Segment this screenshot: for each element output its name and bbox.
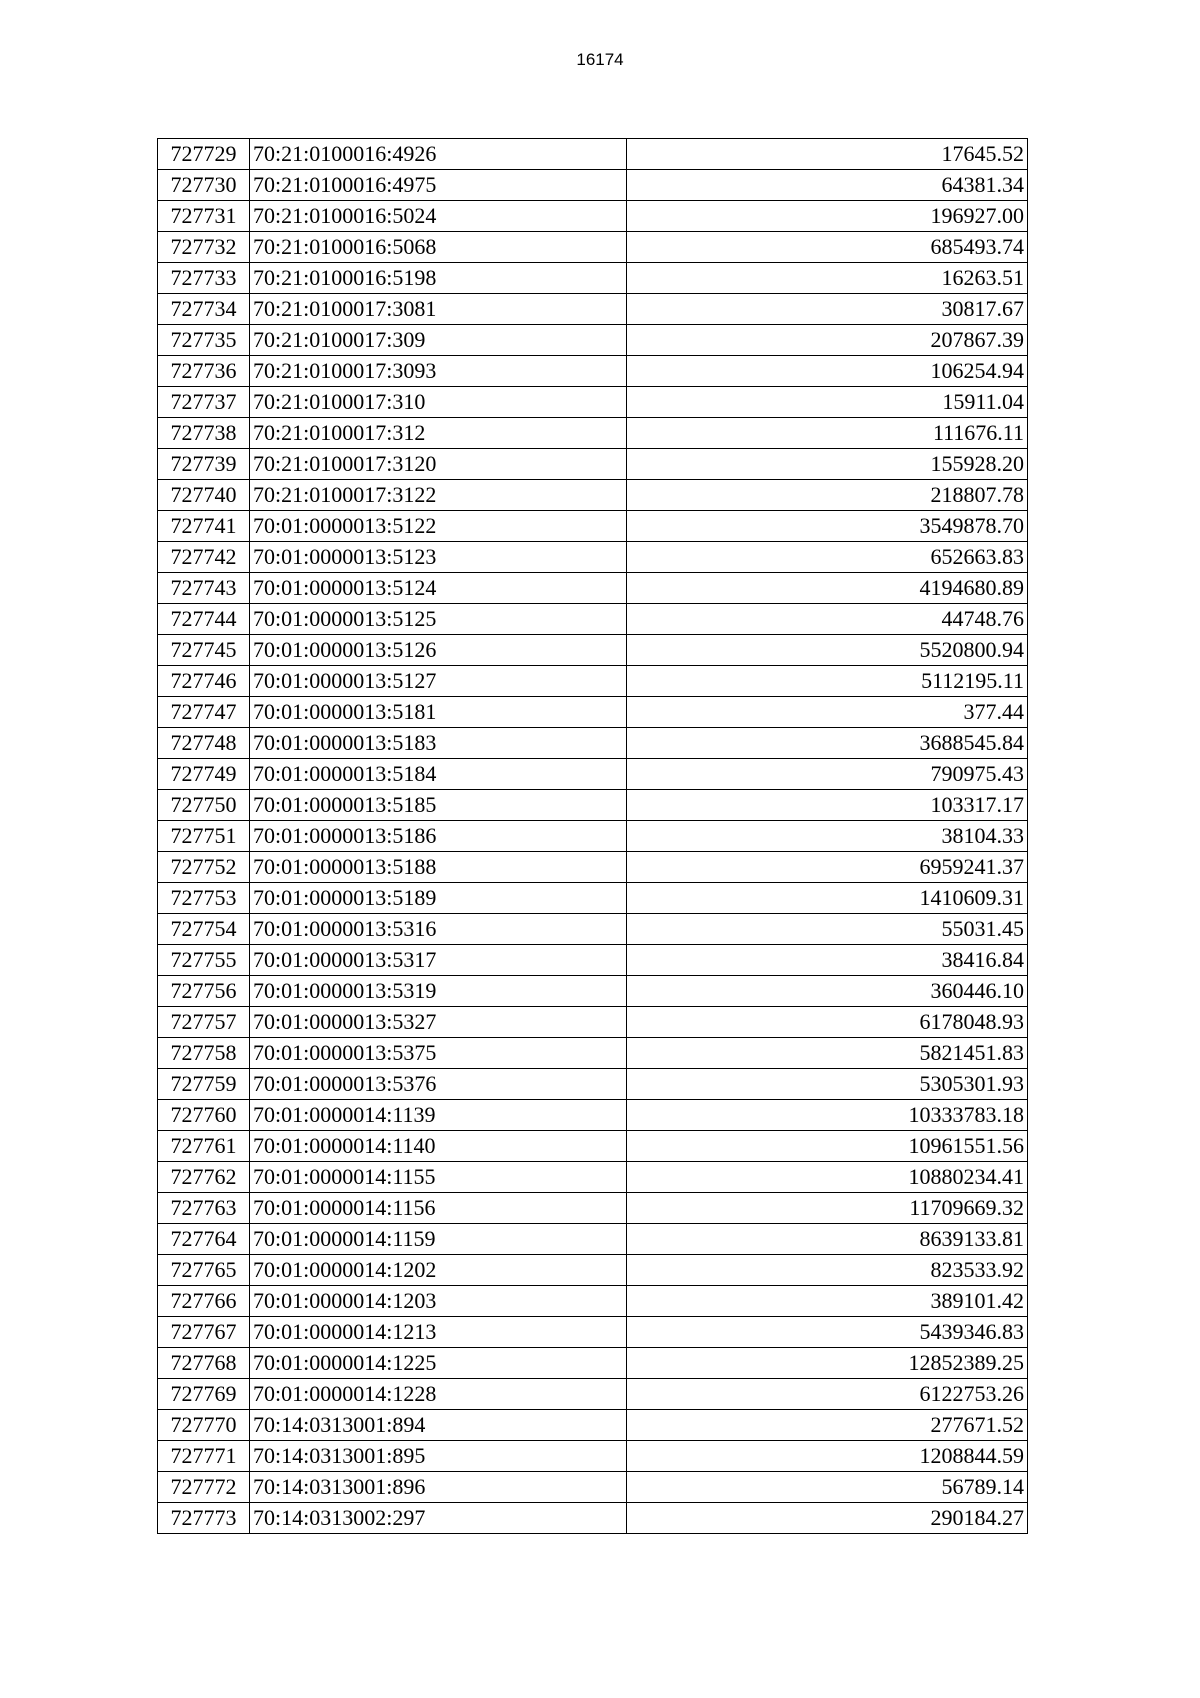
row-number-cell: 727761: [158, 1131, 250, 1162]
table-row: [158, 697, 1028, 728]
value-cell: 15911.04: [627, 387, 1028, 418]
row-number-cell: 727732: [158, 232, 250, 263]
table-row: [158, 759, 1028, 790]
table-row: [158, 1348, 1028, 1379]
cadastral-number-cell: 70:01:0000013:5185: [250, 790, 627, 821]
row-number-cell: 727763: [158, 1193, 250, 1224]
value-cell: 6959241.37: [627, 852, 1028, 883]
row-number-cell: 727743: [158, 573, 250, 604]
table-row: [158, 325, 1028, 356]
value-cell: 1208844.59: [627, 1441, 1028, 1472]
row-number-cell: 727766: [158, 1286, 250, 1317]
row-number-cell: 727751: [158, 821, 250, 852]
cadastral-number-cell: 70:21:0100017:3081: [250, 294, 627, 325]
table-row: [158, 542, 1028, 573]
value-cell: 106254.94: [627, 356, 1028, 387]
row-number-cell: 727748: [158, 728, 250, 759]
table-row: [158, 914, 1028, 945]
value-cell: 790975.43: [627, 759, 1028, 790]
row-number-cell: 727768: [158, 1348, 250, 1379]
cadastral-number-cell: 70:01:0000014:1139: [250, 1100, 627, 1131]
row-number-cell: 727741: [158, 511, 250, 542]
table-row: [158, 170, 1028, 201]
value-cell: 1410609.31: [627, 883, 1028, 914]
cadastral-number-cell: 70:01:0000013:5316: [250, 914, 627, 945]
table-row: [158, 821, 1028, 852]
cadastral-number-cell: 70:01:0000013:5126: [250, 635, 627, 666]
value-cell: 8639133.81: [627, 1224, 1028, 1255]
cadastral-number-cell: 70:14:0313001:894: [250, 1410, 627, 1441]
table-row: [158, 1317, 1028, 1348]
row-number-cell: 727773: [158, 1503, 250, 1534]
value-cell: 823533.92: [627, 1255, 1028, 1286]
row-number-cell: 727770: [158, 1410, 250, 1441]
row-number-cell: 727731: [158, 201, 250, 232]
table-row: [158, 1100, 1028, 1131]
table-row: [158, 511, 1028, 542]
value-cell: 5112195.11: [627, 666, 1028, 697]
table-row: [158, 1410, 1028, 1441]
value-cell: 17645.52: [627, 139, 1028, 170]
cadastral-number-cell: 70:21:0100016:5068: [250, 232, 627, 263]
cadastral-number-cell: 70:01:0000013:5317: [250, 945, 627, 976]
cadastral-number-cell: 70:01:0000013:5189: [250, 883, 627, 914]
row-number-cell: 727730: [158, 170, 250, 201]
table-row: [158, 790, 1028, 821]
table-row: [158, 1038, 1028, 1069]
row-number-cell: 727735: [158, 325, 250, 356]
table-row: [158, 387, 1028, 418]
row-number-cell: 727752: [158, 852, 250, 883]
table-row: [158, 852, 1028, 883]
cadastral-number-cell: 70:01:0000014:1156: [250, 1193, 627, 1224]
cadastral-number-cell: 70:01:0000013:5124: [250, 573, 627, 604]
row-number-cell: 727734: [158, 294, 250, 325]
table-row: [158, 356, 1028, 387]
row-number-cell: 727744: [158, 604, 250, 635]
cadastral-number-cell: 70:01:0000014:1140: [250, 1131, 627, 1162]
row-number-cell: 727758: [158, 1038, 250, 1069]
cadastral-number-cell: 70:21:0100016:4926: [250, 139, 627, 170]
cadastral-number-cell: 70:01:0000014:1228: [250, 1379, 627, 1410]
value-cell: 10961551.56: [627, 1131, 1028, 1162]
table-row: [158, 1286, 1028, 1317]
value-cell: 11709669.32: [627, 1193, 1028, 1224]
row-number-cell: 727772: [158, 1472, 250, 1503]
value-cell: 38104.33: [627, 821, 1028, 852]
row-number-cell: 727762: [158, 1162, 250, 1193]
value-cell: 5439346.83: [627, 1317, 1028, 1348]
cadastral-number-cell: 70:21:0100017:3122: [250, 480, 627, 511]
table-row: [158, 449, 1028, 480]
table-row: [158, 1224, 1028, 1255]
cadastral-number-cell: 70:01:0000014:1203: [250, 1286, 627, 1317]
table-row: [158, 201, 1028, 232]
row-number-cell: 727740: [158, 480, 250, 511]
value-cell: 6122753.26: [627, 1379, 1028, 1410]
value-cell: 10880234.41: [627, 1162, 1028, 1193]
cadastral-number-cell: 70:01:0000013:5127: [250, 666, 627, 697]
row-number-cell: 727739: [158, 449, 250, 480]
value-cell: 103317.17: [627, 790, 1028, 821]
page-number: 16174: [576, 50, 624, 69]
value-cell: 44748.76: [627, 604, 1028, 635]
cadastral-number-cell: 70:14:0313001:895: [250, 1441, 627, 1472]
cadastral-number-cell: 70:01:0000014:1202: [250, 1255, 627, 1286]
cadastral-number-cell: 70:01:0000014:1213: [250, 1317, 627, 1348]
row-number-cell: 727755: [158, 945, 250, 976]
row-number-cell: 727767: [158, 1317, 250, 1348]
cadastral-number-cell: 70:01:0000013:5188: [250, 852, 627, 883]
value-cell: 16263.51: [627, 263, 1028, 294]
value-cell: 277671.52: [627, 1410, 1028, 1441]
table-row: [158, 573, 1028, 604]
cadastral-number-cell: 70:01:0000013:5184: [250, 759, 627, 790]
value-cell: 207867.39: [627, 325, 1028, 356]
table-row: [158, 666, 1028, 697]
cadastral-number-cell: 70:01:0000013:5125: [250, 604, 627, 635]
table-row: [158, 1472, 1028, 1503]
cadastral-number-cell: 70:21:0100017:310: [250, 387, 627, 418]
table-body: [158, 139, 1028, 1534]
cadastral-number-cell: 70:14:0313001:896: [250, 1472, 627, 1503]
cadastral-number-cell: 70:01:0000013:5122: [250, 511, 627, 542]
table-row: [158, 635, 1028, 666]
table-row: [158, 1379, 1028, 1410]
row-number-cell: 727750: [158, 790, 250, 821]
cadastral-number-cell: 70:01:0000014:1225: [250, 1348, 627, 1379]
value-cell: 290184.27: [627, 1503, 1028, 1534]
row-number-cell: 727746: [158, 666, 250, 697]
value-cell: 3688545.84: [627, 728, 1028, 759]
cadastral-number-cell: 70:01:0000013:5186: [250, 821, 627, 852]
table-row: [158, 1069, 1028, 1100]
table-row: [158, 1162, 1028, 1193]
row-number-cell: 727742: [158, 542, 250, 573]
row-number-cell: 727738: [158, 418, 250, 449]
cadastral-number-cell: 70:01:0000013:5327: [250, 1007, 627, 1038]
cadastral-number-cell: 70:21:0100016:5198: [250, 263, 627, 294]
row-number-cell: 727756: [158, 976, 250, 1007]
row-number-cell: 727749: [158, 759, 250, 790]
table-row: [158, 418, 1028, 449]
value-cell: 64381.34: [627, 170, 1028, 201]
value-cell: 111676.11: [627, 418, 1028, 449]
cadastral-number-cell: 70:14:0313002:297: [250, 1503, 627, 1534]
table-row: [158, 728, 1028, 759]
row-number-cell: 727759: [158, 1069, 250, 1100]
cadastral-number-cell: 70:21:0100017:309: [250, 325, 627, 356]
row-number-cell: 727769: [158, 1379, 250, 1410]
table-row: [158, 480, 1028, 511]
row-number-cell: 727729: [158, 139, 250, 170]
cadastral-number-cell: 70:01:0000013:5181: [250, 697, 627, 728]
row-number-cell: 727764: [158, 1224, 250, 1255]
table-row: [158, 883, 1028, 914]
cadastral-number-cell: 70:01:0000014:1155: [250, 1162, 627, 1193]
value-cell: 196927.00: [627, 201, 1028, 232]
value-cell: 5520800.94: [627, 635, 1028, 666]
table-row: [158, 263, 1028, 294]
cadastral-number-cell: 70:21:0100017:312: [250, 418, 627, 449]
row-number-cell: 727737: [158, 387, 250, 418]
value-cell: 5305301.93: [627, 1069, 1028, 1100]
cadastral-number-cell: 70:01:0000013:5183: [250, 728, 627, 759]
table-row: [158, 945, 1028, 976]
cadastral-number-cell: 70:21:0100017:3120: [250, 449, 627, 480]
value-cell: 685493.74: [627, 232, 1028, 263]
value-cell: 10333783.18: [627, 1100, 1028, 1131]
row-number-cell: 727747: [158, 697, 250, 728]
table-row: [158, 1007, 1028, 1038]
value-cell: 6178048.93: [627, 1007, 1028, 1038]
value-cell: 389101.42: [627, 1286, 1028, 1317]
cadastral-value-table: [157, 138, 1028, 1534]
cadastral-number-cell: 70:01:0000013:5123: [250, 542, 627, 573]
table-row: [158, 1255, 1028, 1286]
value-cell: 56789.14: [627, 1472, 1028, 1503]
value-cell: 12852389.25: [627, 1348, 1028, 1379]
cadastral-number-cell: 70:01:0000013:5376: [250, 1069, 627, 1100]
value-cell: 4194680.89: [627, 573, 1028, 604]
value-cell: 652663.83: [627, 542, 1028, 573]
value-cell: 155928.20: [627, 449, 1028, 480]
cadastral-number-cell: 70:21:0100016:5024: [250, 201, 627, 232]
value-cell: 3549878.70: [627, 511, 1028, 542]
row-number-cell: 727753: [158, 883, 250, 914]
row-number-cell: 727765: [158, 1255, 250, 1286]
cadastral-number-cell: 70:01:0000013:5319: [250, 976, 627, 1007]
table-row: [158, 1503, 1028, 1534]
table-row: [158, 232, 1028, 263]
value-cell: 377.44: [627, 697, 1028, 728]
row-number-cell: 727754: [158, 914, 250, 945]
table-row: [158, 1193, 1028, 1224]
cadastral-number-cell: 70:21:0100017:3093: [250, 356, 627, 387]
value-cell: 55031.45: [627, 914, 1028, 945]
table-row: [158, 139, 1028, 170]
row-number-cell: 727733: [158, 263, 250, 294]
value-cell: 38416.84: [627, 945, 1028, 976]
table-row: [158, 1131, 1028, 1162]
row-number-cell: 727771: [158, 1441, 250, 1472]
row-number-cell: 727760: [158, 1100, 250, 1131]
value-cell: 360446.10: [627, 976, 1028, 1007]
cadastral-number-cell: 70:01:0000014:1159: [250, 1224, 627, 1255]
cadastral-number-cell: 70:21:0100016:4975: [250, 170, 627, 201]
value-cell: 218807.78: [627, 480, 1028, 511]
row-number-cell: 727757: [158, 1007, 250, 1038]
row-number-cell: 727745: [158, 635, 250, 666]
cadastral-number-cell: 70:01:0000013:5375: [250, 1038, 627, 1069]
table-row: [158, 1441, 1028, 1472]
value-cell: 30817.67: [627, 294, 1028, 325]
row-number-cell: 727736: [158, 356, 250, 387]
table-row: [158, 294, 1028, 325]
table-row: [158, 604, 1028, 635]
table-row: [158, 976, 1028, 1007]
value-cell: 5821451.83: [627, 1038, 1028, 1069]
